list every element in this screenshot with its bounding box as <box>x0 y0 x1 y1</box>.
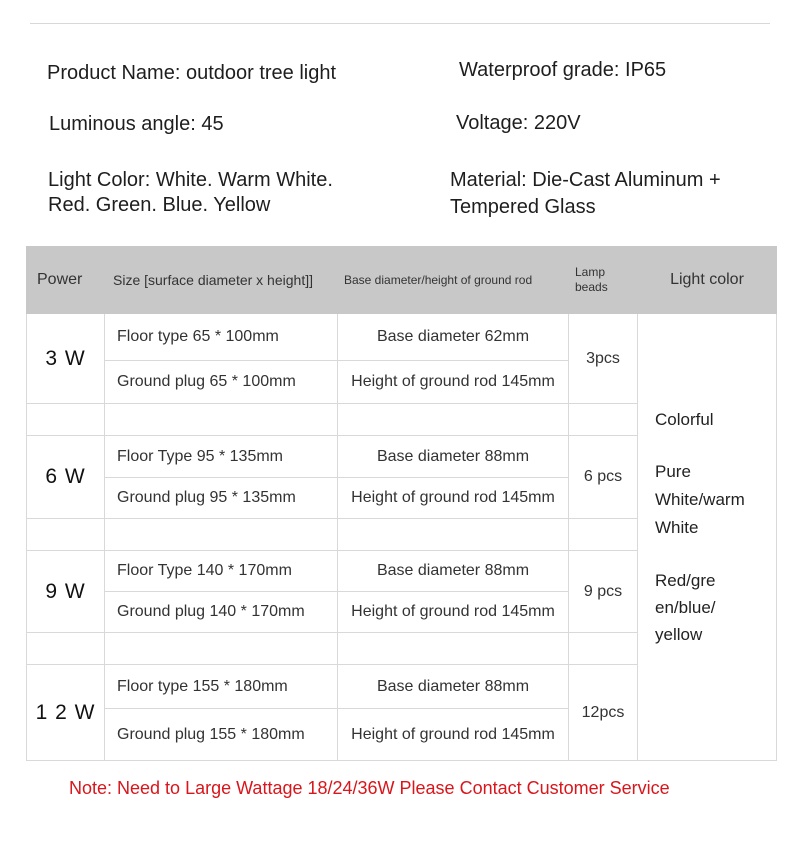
product-name: Product Name: outdoor tree light <box>47 62 337 84</box>
size-floor-cell: Floor Type 95 * 135mm <box>105 436 338 478</box>
material-line-1: Material: Die-Cast Aluminum + <box>450 169 721 191</box>
light-color-line: White <box>655 518 699 537</box>
size-floor-cell: Floor type 65 * 100mm <box>105 314 338 361</box>
light-color-line: Red/gre <box>655 571 716 590</box>
size-floor-cell: Floor Type 140 * 170mm <box>105 551 338 592</box>
base-diameter-cell: Base diameter 88mm <box>338 665 569 709</box>
light-color-cell <box>638 314 777 761</box>
voltage: Voltage: 220V <box>456 112 581 134</box>
light-color-line: White/warm <box>655 490 745 509</box>
rod-height-cell: Height of ground rod 145mm <box>338 361 569 404</box>
beads-cell: 12pcs <box>569 665 638 761</box>
power-cell: 3 W <box>27 314 105 404</box>
size-plug-cell: Ground plug 95 * 135mm <box>105 478 338 519</box>
size-floor-cell: Floor type 155 * 180mm <box>105 665 338 709</box>
light-color-line: Pure <box>655 462 691 481</box>
light-color-line: yellow <box>655 625 703 644</box>
waterproof-grade: Waterproof grade: IP65 <box>459 59 667 81</box>
header-base: Base diameter/height of ground rod <box>338 247 569 314</box>
header-beads-line-1: Lamp <box>575 265 606 279</box>
light-color-line-1: Light Color: White. Warm White. <box>48 169 333 191</box>
top-divider <box>30 23 770 24</box>
rod-height-cell: Height of ground rod 145mm <box>338 478 569 519</box>
size-plug-cell: Ground plug 65 * 100mm <box>105 361 338 404</box>
table-header-row <box>27 247 777 314</box>
power-cell: 9 W <box>27 551 105 633</box>
rod-height-cell: Height of ground rod 145mm <box>338 709 569 761</box>
power-cell: 1 2 W <box>27 665 105 761</box>
power-cell: 6 W <box>27 436 105 519</box>
header-beads <box>569 247 638 314</box>
light-color-line: en/blue/ <box>655 598 716 617</box>
size-plug-cell: Ground plug 140 * 170mm <box>105 592 338 633</box>
beads-cell: 3pcs <box>569 314 638 404</box>
table-row <box>27 314 777 361</box>
base-diameter-cell: Base diameter 62mm <box>338 314 569 361</box>
header-power: Power <box>27 247 105 314</box>
base-diameter-cell: Base diameter 88mm <box>338 436 569 478</box>
spec-table <box>26 246 776 752</box>
luminous-angle: Luminous angle: 45 <box>49 113 224 135</box>
header-beads-line-2: beads <box>575 280 608 294</box>
light-color-line-2: Red. Green. Blue. Yellow <box>48 194 271 216</box>
light-color-line: Colorful <box>655 410 714 429</box>
header-size: Size [surface diameter x height]] <box>105 247 338 314</box>
material-line-2: Tempered Glass <box>450 196 596 218</box>
header-light-color: Light color <box>638 247 777 314</box>
wattage-note: Note: Need to Large Wattage 18/24/36W Please Contact Customer Service <box>69 778 670 798</box>
size-plug-cell: Ground plug 155 * 180mm <box>105 709 338 761</box>
base-diameter-cell: Base diameter 88mm <box>338 551 569 592</box>
beads-cell: 6 pcs <box>569 436 638 519</box>
rod-height-cell: Height of ground rod 145mm <box>338 592 569 633</box>
beads-cell: 9 pcs <box>569 551 638 633</box>
